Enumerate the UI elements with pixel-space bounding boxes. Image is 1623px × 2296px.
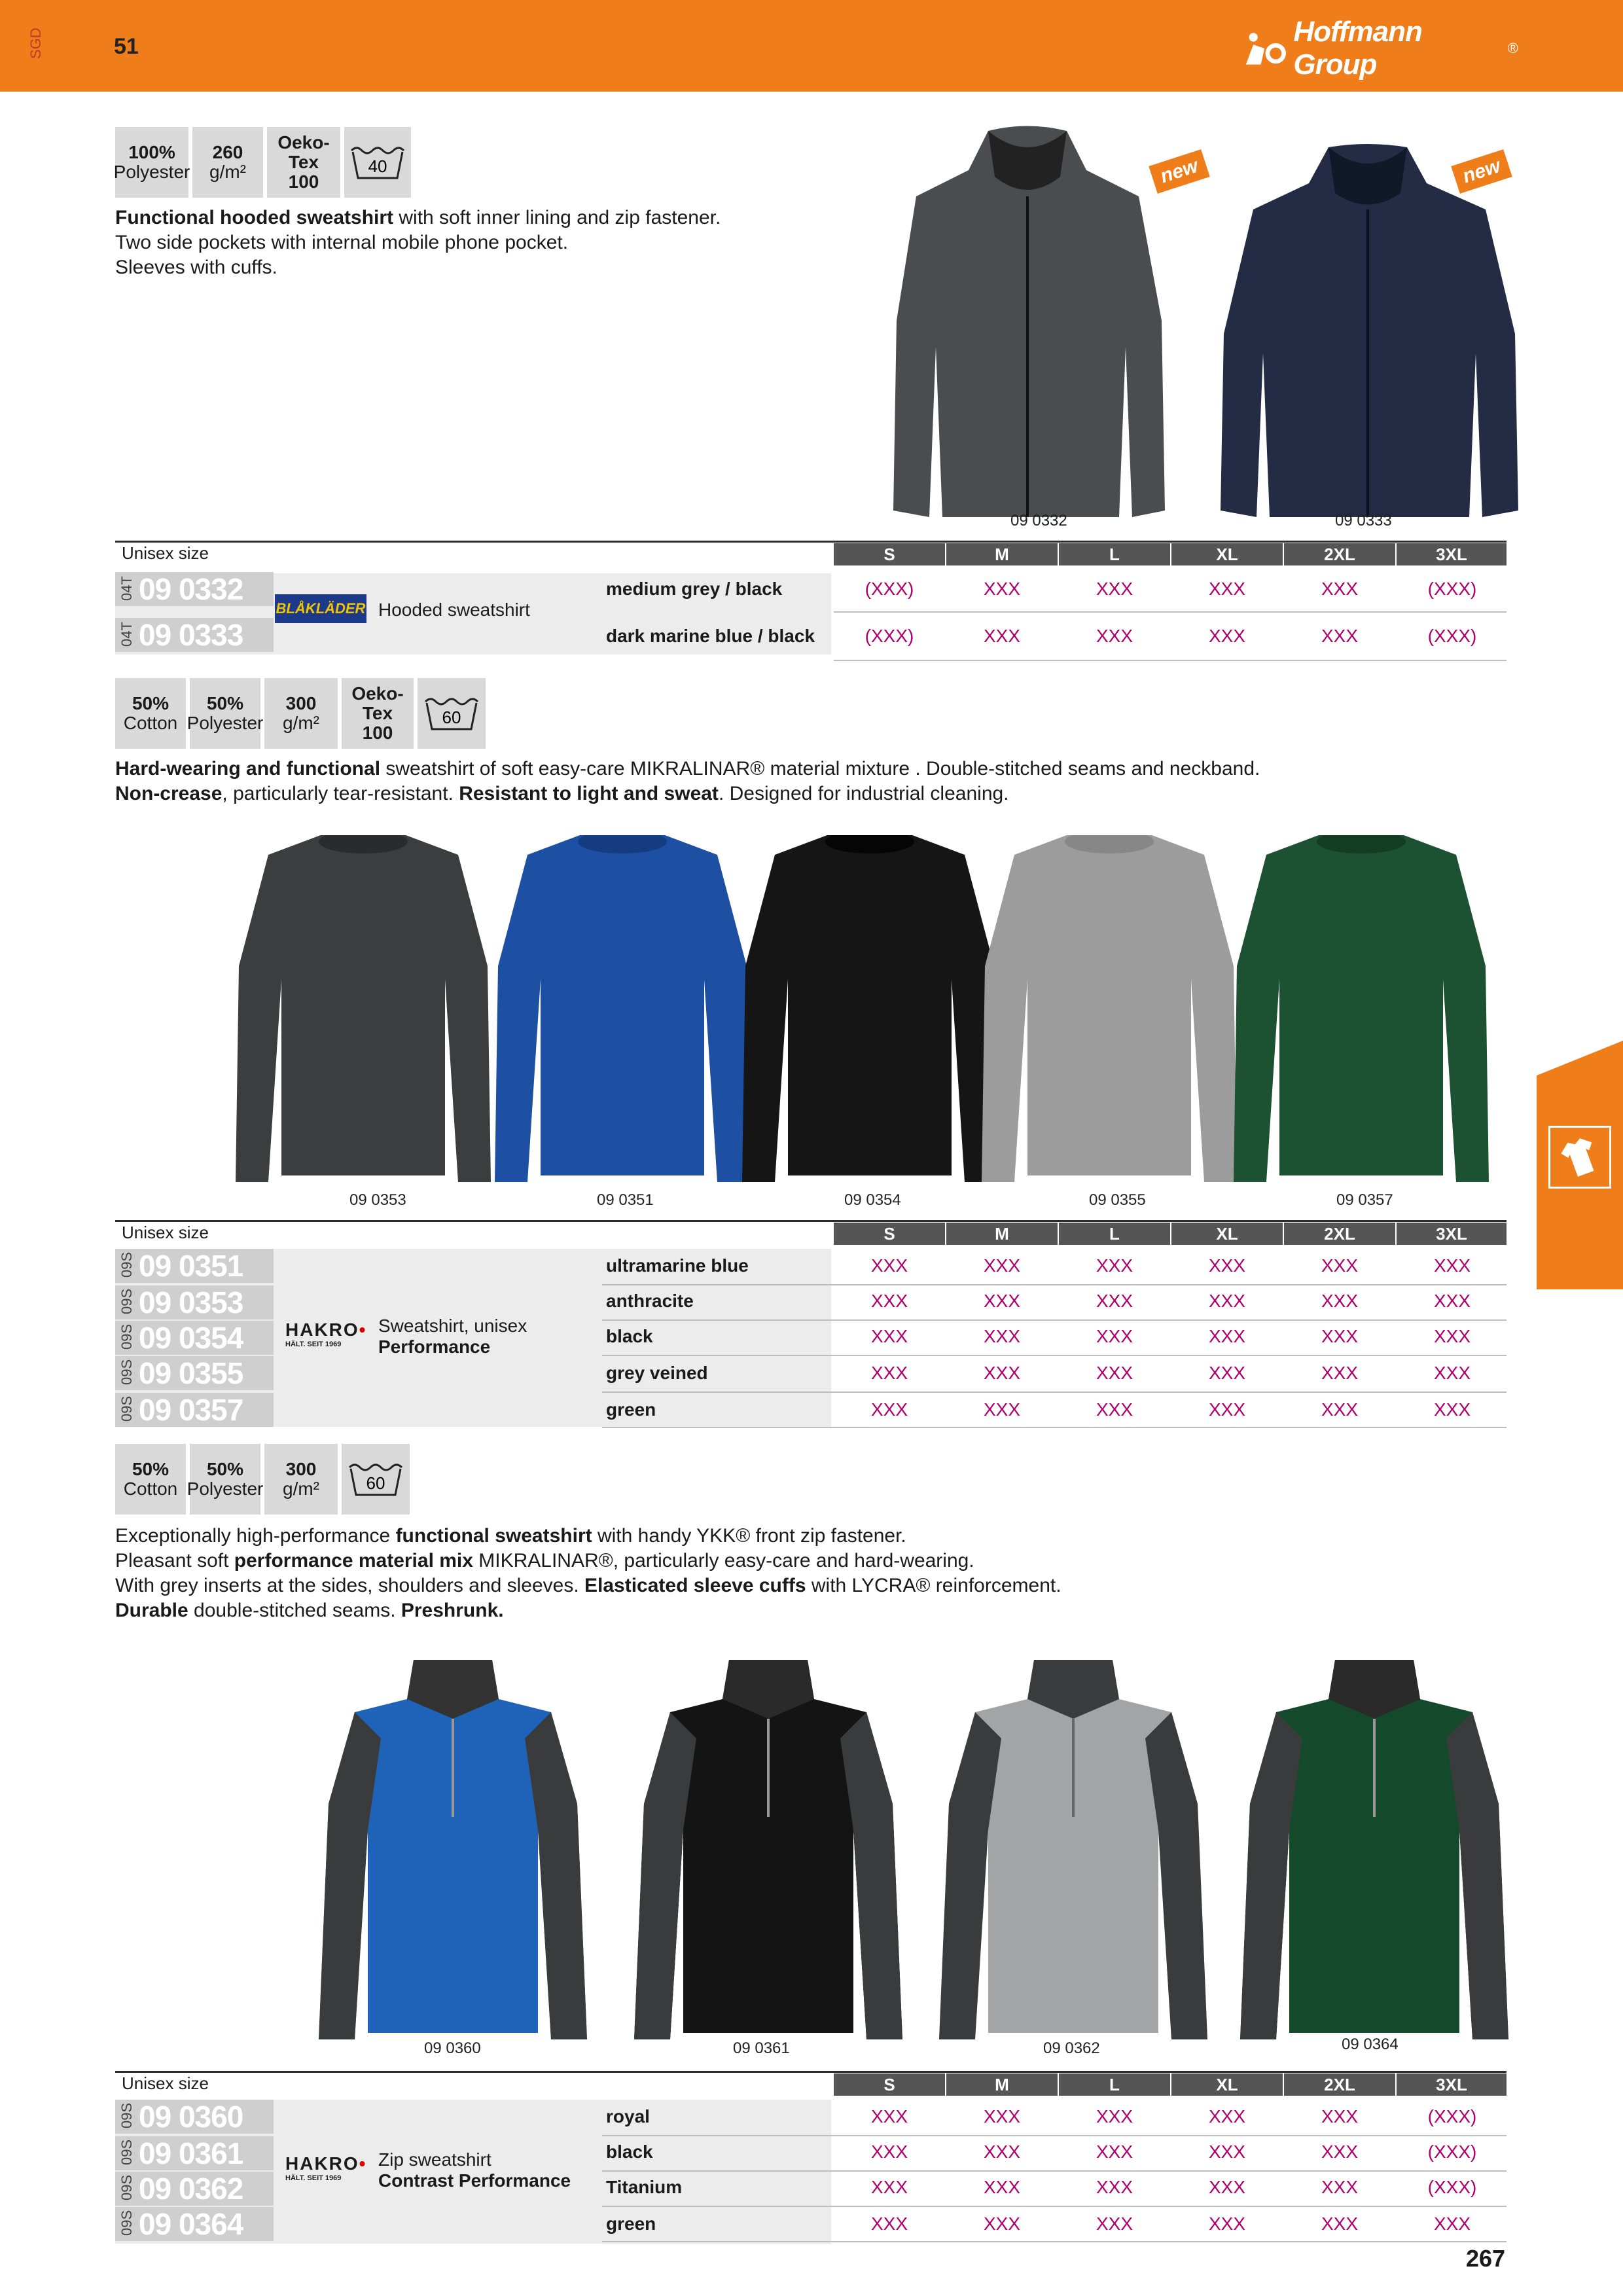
price-cell: XXX [1208,1326,1246,1346]
product-image-hoodie [890,124,1165,530]
price-cell: (XXX) [865,626,914,646]
color-name: black [606,2142,653,2162]
article-prefix: 09S [118,1251,135,1278]
article-number: 09 0364 [139,2207,243,2241]
product-name-line: Contrast Performance [378,2170,571,2191]
desc-text: with LYCRA® reinforcement. [806,1575,1061,1596]
article-prefix: 09S [118,1395,135,1422]
price-cell: XXX [1096,2214,1133,2234]
price-cell: XXX [983,1326,1021,1346]
desc-line: Two side pockets with internal mobile phone pocket. [115,232,569,253]
price-cell: XXX [1208,579,1246,599]
article-number: 09 0357 [139,1393,243,1427]
article-prefix: 04T [118,622,135,647]
size-header: 2XL [1284,2073,1395,2096]
price-cell: XXX [870,2106,908,2126]
product-image-zip-sweatshirt [936,1660,1211,2046]
spec-oekotex [267,127,340,198]
row-divider [834,611,1507,613]
price-cell: XXX [1096,2106,1133,2126]
brand-text: HAKRO [285,2153,359,2174]
product-image-sweatshirt [236,835,491,1189]
desc-bold: Non-crease [115,783,223,804]
size-header: L [1059,543,1170,565]
hakro-logo: HAKRO• HÄLT. SEIT 1969 [285,2153,367,2182]
size-header: 3XL [1397,543,1507,565]
spec-line: Tex [288,152,319,172]
spec-line: Oeko- [277,132,330,152]
price-cell: XXX [1208,626,1246,646]
price-cell: XXX [1208,1255,1246,1276]
brand-text: HAKRO [285,1319,359,1340]
price-cell: XXX [983,1291,1021,1311]
size-header: XL [1171,2073,1283,2096]
product-image-sweatshirt [742,835,997,1189]
wash-symbol [344,127,411,198]
article-prefix: 09S [118,2210,135,2236]
spec-value: 300 [285,1459,317,1479]
desc-bold: Durable [115,1600,188,1621]
image-caption: 09 0333 [1335,512,1392,529]
desc-text: with handy YKK® front zip fastener. [592,1525,906,1547]
spec-material [187,1444,264,1515]
price-cell: XXX [870,2142,908,2162]
price-cell: XXX [1096,1399,1133,1420]
spec-unit: Polyester [187,713,264,733]
price-cell: XXX [983,2214,1021,2234]
article-prefix: 09S [118,1359,135,1385]
price-cell: XXX [983,2142,1021,2162]
price-cell: (XXX) [1427,626,1477,646]
spec-line: Oeko- [351,683,404,704]
image-caption: 09 0354 [844,1191,901,1209]
size-header: XL [1171,1223,1283,1245]
product-name-line: Performance [378,1336,491,1357]
size-header: 2XL [1284,1223,1395,1245]
product-description [115,1524,1061,1623]
product-name: Hooded sweatshirt [378,600,530,620]
desc-text: , particularly tear-resistant. [222,783,459,804]
price-cell: XXX [1096,1363,1133,1383]
product-image-zip-sweatshirt [1237,1660,1512,2046]
price-cell: XXX [1433,1399,1471,1420]
row-divider [834,660,1507,661]
wash-temp: 40 [368,156,387,176]
price-cell: XXX [983,626,1021,646]
blaklader-logo [275,594,366,623]
price-cell: XXX [1096,2177,1133,2197]
table-label: Unisex size [122,1223,209,1242]
desc-text: . Designed for industrial cleaning. [718,783,1009,804]
price-cell: (XXX) [1427,2142,1477,2162]
article-number-cell [115,1393,274,1427]
desc-bold: functional sweatshirt [395,1525,592,1547]
image-caption: 09 0357 [1336,1191,1393,1209]
color-name: medium grey / black [606,579,783,599]
price-cell: XXX [1208,2106,1246,2126]
price-cell: XXX [1096,1291,1133,1311]
new-badge: new [1149,149,1209,194]
spec-value: 50% [132,693,169,713]
spec-unit: Polyester [113,162,190,182]
washtub-icon [348,143,408,182]
spec-line: 100 [362,723,393,743]
spec-unit: Cotton [123,1479,178,1499]
color-name: ultramarine blue [606,1255,749,1276]
desc-text: Exceptionally high-performance [115,1525,396,1547]
price-cell: XXX [1321,579,1359,599]
price-cell: XXX [983,579,1021,599]
product-image-zip-sweatshirt [631,1660,906,2046]
row-divider [602,2206,1507,2207]
price-cell: XXX [1208,2214,1246,2234]
price-cell: XXX [1208,1399,1246,1420]
price-cell: XXX [1433,1255,1471,1276]
image-caption: 09 0353 [349,1191,406,1209]
table-rule [115,1220,1507,1222]
price-cell: XXX [1096,579,1133,599]
table-rule [115,541,1507,543]
row-divider [602,1391,1507,1393]
price-cell: XXX [1208,1291,1246,1311]
product-image-zip-sweatshirt [315,1660,590,2046]
article-number-cell [115,2100,274,2134]
article-number: 09 0361 [139,2136,243,2170]
wash-symbol [418,678,486,749]
article-number-cell [115,2136,274,2170]
spec-value: 50% [206,693,244,713]
row-divider [602,2241,1507,2242]
logo-text: Hoffmann Group [1293,16,1422,81]
article-prefix: 09S [118,2102,135,2128]
price-cell: XXX [870,1363,908,1383]
table-rule [115,2071,1507,2073]
article-number-cell [115,2207,274,2241]
size-header: S [834,1223,945,1245]
spec-value: 260 [212,142,243,162]
price-cell: XXX [1208,1363,1246,1383]
article-prefix: 09S [118,1323,135,1350]
row-divider [602,1319,1507,1321]
row-divider [602,1427,1507,1428]
color-name: royal [606,2106,650,2126]
price-cell: XXX [1321,2106,1359,2126]
desc-text: Pleasant soft [115,1550,234,1571]
article-number: 09 0351 [139,1249,243,1283]
price-cell: XXX [1321,2142,1359,2162]
brand-subtext: HÄLT. SEIT 1969 [285,1340,342,1348]
color-name: green [606,2214,656,2234]
desc-bold: Functional hooded sweatshirt [115,207,394,228]
spec-weight [264,678,338,749]
product-name [378,2149,571,2191]
article-number-cell [115,1321,274,1355]
price-cell: XXX [1096,2142,1133,2162]
desc-bold: performance material mix [234,1550,473,1571]
price-cell: XXX [870,2177,908,2197]
price-cell: XXX [1433,1291,1471,1311]
product-description [115,206,721,280]
spec-line: 100 [288,171,319,192]
image-caption: 09 0364 [1342,2036,1399,2053]
price-cell: XXX [870,1326,908,1346]
product-image-sweatshirt [1230,835,1492,1189]
size-header: M [946,1223,1058,1245]
price-cell: XXX [870,1255,908,1276]
color-name: green [606,1399,656,1420]
price-cell: XXX [983,1363,1021,1383]
spec-weight [192,127,263,198]
hakro-logo: HAKRO• HÄLT. SEIT 1969 [285,1319,367,1348]
spec-material [115,1444,186,1515]
side-code: SGD [27,27,44,59]
spec-oekotex [342,678,414,749]
article-prefix: 04T [118,576,135,601]
price-cell: XXX [1096,1255,1133,1276]
desc-bold: Preshrunk. [401,1600,504,1621]
size-header: L [1059,2073,1170,2096]
row-divider [602,2135,1507,2136]
size-header: 3XL [1397,2073,1507,2096]
article-number: 09 0355 [139,1356,243,1390]
price-cell: XXX [1321,626,1359,646]
spec-line: Tex [362,703,393,723]
article-number: 09 0354 [139,1321,243,1355]
wash-symbol [342,1444,410,1515]
size-header: M [946,2073,1058,2096]
logo-registered: ® [1507,40,1518,56]
desc-line: Sleeves with cuffs. [115,257,277,278]
brand-subtext: HÄLT. SEIT 1969 [285,2174,342,2182]
article-number: 09 0362 [139,2172,243,2206]
desc-text: With grey inserts at the sides, shoulders and sleeves. [115,1575,585,1596]
color-name: grey veined [606,1363,708,1383]
row-divider [602,1284,1507,1285]
product-image-sweatshirt [982,835,1237,1189]
spec-material [115,678,186,749]
price-cell: (XXX) [1427,2177,1477,2197]
table-label: Unisex size [122,543,209,563]
product-image-sweatshirt [495,835,750,1189]
article-number: 09 0332 [139,572,243,606]
table-label: Unisex size [122,2073,209,2093]
price-cell: XXX [1321,1399,1359,1420]
size-header: M [946,543,1058,565]
washtub-icon [346,1460,406,1499]
spec-unit: g/m² [283,713,319,733]
spec-material [187,678,264,749]
size-header: XL [1171,543,1283,565]
spec-unit: g/m² [209,162,246,182]
price-cell: XXX [1433,1363,1471,1383]
spec-value: 300 [285,693,317,713]
size-header: L [1059,1223,1170,1245]
price-cell: XXX [983,2106,1021,2126]
product-name-line: Zip sweatshirt [378,2149,491,2170]
size-header: 3XL [1397,1223,1507,1245]
price-cell: XXX [870,2214,908,2234]
product-description [115,757,1260,806]
price-cell: XXX [983,1399,1021,1420]
price-cell: XXX [1208,2177,1246,2197]
desc-text: sweatshirt of soft easy-care MIKRALINAR® material mixture . Double-stitched seams and neckband. [380,758,1260,780]
product-name [378,1316,527,1357]
article-number: 09 0353 [139,1285,243,1319]
svg-text:60: 60 [366,1473,385,1493]
article-number-cell [115,618,274,652]
hoffmann-logo[interactable] [1243,16,1518,81]
product-name-line: Sweatshirt, unisex [378,1316,527,1336]
price-cell: (XXX) [865,579,914,599]
price-cell: XXX [1321,2214,1359,2234]
spec-material [115,127,188,198]
desc-bold: Hard-wearing and functional [115,758,381,780]
price-cell: XXX [1096,1326,1133,1346]
price-cell: XXX [983,2177,1021,2197]
color-name: Titanium [606,2177,683,2197]
price-cell: XXX [1433,2214,1471,2234]
product-image-hoodie [1217,144,1518,530]
article-number-cell [115,572,274,606]
color-name: black [606,1326,653,1346]
spec-value: 100% [128,142,175,162]
row-divider [602,1355,1507,1356]
price-cell: XXX [1096,626,1133,646]
spec-unit: Cotton [123,713,178,733]
desc-bold: Elasticated sleeve cuffs [584,1575,806,1596]
color-name: dark marine blue / black [606,626,815,646]
price-cell: XXX [1321,1363,1359,1383]
article-prefix: 09S [118,1288,135,1314]
desc-text: with soft inner lining and zip fastener. [393,207,721,228]
page-number: 267 [1466,2245,1506,2272]
price-cell: XXX [1321,1326,1359,1346]
brand-text: BLÅKLÄDER [276,600,366,617]
hoffmann-logo-icon [1243,29,1287,68]
price-cell: XXX [870,1291,908,1311]
desc-bold: Resistant to light and sweat [459,783,719,804]
image-caption: 09 0360 [424,2039,481,2057]
clothing-icon [1548,1126,1611,1189]
spec-weight [264,1444,338,1515]
article-prefix: 09S [118,2139,135,2165]
image-caption: 09 0355 [1089,1191,1146,1209]
desc-text: MIKRALINAR®, particularly easy-care and hard-wearing. [473,1550,974,1571]
image-caption: 09 0332 [1010,512,1067,529]
size-header: S [834,543,945,565]
price-cell: XXX [983,1255,1021,1276]
image-caption: 09 0362 [1043,2039,1100,2057]
article-number-cell [115,1285,274,1319]
spec-value: 50% [132,1459,169,1479]
image-caption: 09 0361 [733,2039,790,2057]
price-cell: (XXX) [1427,2106,1477,2126]
article-number-cell [115,2172,274,2206]
price-cell: XXX [870,1399,908,1420]
price-cell: XXX [1321,2177,1359,2197]
image-caption: 09 0351 [597,1191,654,1209]
chapter-number: 51 [114,34,139,59]
price-cell: XXX [1321,1291,1359,1311]
spec-value: 50% [206,1459,244,1479]
price-cell: XXX [1321,1255,1359,1276]
color-name: anthracite [606,1291,694,1311]
desc-text: double-stitched seams. [188,1600,401,1621]
article-number: 09 0333 [139,618,243,652]
article-number-cell [115,1249,274,1283]
article-number: 09 0360 [139,2100,243,2134]
price-cell: (XXX) [1427,579,1477,599]
price-cell: XXX [1433,1326,1471,1346]
size-header: 2XL [1284,543,1395,565]
spec-unit: Polyester [187,1479,264,1499]
article-number-cell [115,1356,274,1390]
washtub-icon [421,694,482,733]
new-badge: new [1451,149,1512,194]
svg-text:60: 60 [442,708,461,727]
row-divider [602,2170,1507,2172]
spec-unit: g/m² [283,1479,319,1499]
price-cell: XXX [1208,2142,1246,2162]
article-prefix: 09S [118,2174,135,2200]
size-header: S [834,2073,945,2096]
